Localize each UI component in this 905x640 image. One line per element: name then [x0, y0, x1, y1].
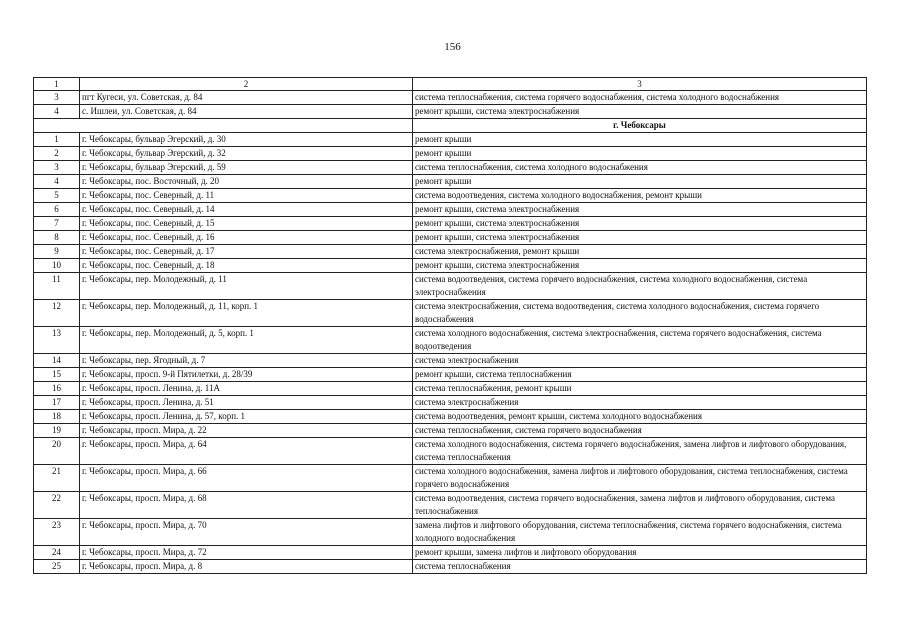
table-row: [34, 546, 867, 560]
row-address: г. Чебоксары, бульвар Эгерский, д. 32: [80, 147, 413, 161]
table-row: [34, 424, 867, 438]
table-row: [34, 396, 867, 410]
row-number: 24: [34, 546, 80, 560]
row-address: г. Чебоксары, пер. Молодежный, д. 11: [80, 273, 413, 300]
row-works: система холодного водоснабжения, система электроснабжения, система горячего водоснабжения, система водоотведения: [413, 327, 867, 354]
row-address: г. Чебоксары, пер. Ягодный, д. 7: [80, 354, 413, 368]
row-address: г. Чебоксары, просп. Ленина, д. 51: [80, 396, 413, 410]
table-row: [34, 492, 867, 519]
row-address: г. Чебоксары, бульвар Эгерский, д. 59: [80, 161, 413, 175]
row-address: г. Чебоксары, просп. Ленина, д. 57, корп. 1: [80, 410, 413, 424]
page-number: 156: [444, 41, 461, 53]
row-number: 25: [34, 560, 80, 574]
column-number-2: 2: [80, 78, 413, 91]
row-works: ремонт крыши, система электроснабжения: [413, 203, 867, 217]
row-works: система электроснабжения: [413, 396, 867, 410]
section-spacer: [34, 119, 413, 133]
row-works: система теплоснабжения, система холодного водоснабжения: [413, 161, 867, 175]
row-works: система теплоснабжения, система горячего водоснабжения, система холодного водоснабжения: [413, 91, 867, 105]
table-row: [34, 382, 867, 396]
table-row: [34, 368, 867, 382]
row-address: г. Чебоксары, пос. Северный, д. 14: [80, 203, 413, 217]
row-address: г. Чебоксары, просп. Мира, д. 72: [80, 546, 413, 560]
column-number-1: 1: [34, 78, 80, 91]
row-address: г. Чебоксары, просп. Мира, д. 70: [80, 519, 413, 546]
row-number: 4: [34, 175, 80, 189]
row-address: г. Чебоксары, просп. Мира, д. 22: [80, 424, 413, 438]
table-row: [34, 175, 867, 189]
row-works: ремонт крыши, система электроснабжения: [413, 105, 867, 119]
row-number: 16: [34, 382, 80, 396]
row-address: г. Чебоксары, просп. Мира, д. 68: [80, 492, 413, 519]
row-address: г. Чебоксары, просп. Мира, д. 66: [80, 465, 413, 492]
row-number: 22: [34, 492, 80, 519]
row-works: система электроснабжения, ремонт крыши: [413, 245, 867, 259]
row-works: система водоотведения, система холодного водоснабжения, ремонт крыши: [413, 189, 867, 203]
row-works: ремонт крыши, система электроснабжения: [413, 231, 867, 245]
section-row: [34, 119, 867, 133]
row-works: ремонт крыши: [413, 147, 867, 161]
table-row: [34, 354, 867, 368]
row-works: ремонт крыши, замена лифтов и лифтового оборудования: [413, 546, 867, 560]
row-works: ремонт крыши, система электроснабжения: [413, 259, 867, 273]
row-number: 2: [34, 147, 80, 161]
row-address: г. Чебоксары, пос. Северный, д. 17: [80, 245, 413, 259]
row-number: 1: [34, 133, 80, 147]
table-row: [34, 231, 867, 245]
works-table: [33, 77, 867, 574]
row-works: система водоотведения, система горячего водоснабжения, система холодного водоснабжения, система электроснабжения: [413, 273, 867, 300]
row-works: система водоотведения, система горячего водоснабжения, замена лифтов и лифтового оборудования, система теплоснабжения: [413, 492, 867, 519]
row-number: 12: [34, 300, 80, 327]
row-number: 10: [34, 259, 80, 273]
row-address: г. Чебоксары, просп. 9-й Пятилетки, д. 28/39: [80, 368, 413, 382]
row-number: 17: [34, 396, 80, 410]
row-number: 8: [34, 231, 80, 245]
row-address: г. Чебоксары, просп. Мира, д. 8: [80, 560, 413, 574]
row-works: система теплоснабжения, система горячего водоснабжения: [413, 424, 867, 438]
table-row: [34, 327, 867, 354]
table-row: [34, 300, 867, 327]
row-number: 4: [34, 105, 80, 119]
row-works: система теплоснабжения: [413, 560, 867, 574]
table-row: [34, 438, 867, 465]
row-address: г. Чебоксары, бульвар Эгерский, д. 30: [80, 133, 413, 147]
row-number: 3: [34, 91, 80, 105]
row-works: замена лифтов и лифтового оборудования, система теплоснабжения, система горячего водоснабжения, система холодного водоснабжения: [413, 519, 867, 546]
row-number: 18: [34, 410, 80, 424]
table-row: [34, 161, 867, 175]
row-address: г. Чебоксары, просп. Ленина, д. 11А: [80, 382, 413, 396]
table-row: [34, 465, 867, 492]
row-works: ремонт крыши: [413, 175, 867, 189]
table-header-row: [34, 78, 867, 91]
row-number: 23: [34, 519, 80, 546]
row-number: 20: [34, 438, 80, 465]
row-address: пгт Кугеси, ул. Советская, д. 84: [80, 91, 413, 105]
table-row: [34, 105, 867, 119]
row-address: г. Чебоксары, пос. Северный, д. 16: [80, 231, 413, 245]
column-number-3: 3: [413, 78, 867, 91]
row-number: 19: [34, 424, 80, 438]
row-number: 6: [34, 203, 80, 217]
row-works: система электроснабжения, система водоотведения, система холодного водоснабжения, система горячего водоснабжения: [413, 300, 867, 327]
row-works: система электроснабжения: [413, 354, 867, 368]
table-row: [34, 91, 867, 105]
row-works: ремонт крыши, система электроснабжения: [413, 217, 867, 231]
row-address: г. Чебоксары, пос. Восточный, д. 20: [80, 175, 413, 189]
table-row: [34, 560, 867, 574]
row-works: ремонт крыши: [413, 133, 867, 147]
row-number: 5: [34, 189, 80, 203]
row-address: с. Ишлеи, ул. Советская, д. 84: [80, 105, 413, 119]
row-address: г. Чебоксары, пер. Молодежный, д. 11, корп. 1: [80, 300, 413, 327]
table-row: [34, 519, 867, 546]
row-address: г. Чебоксары, пос. Северный, д. 15: [80, 217, 413, 231]
row-address: г. Чебоксары, пос. Северный, д. 18: [80, 259, 413, 273]
row-works: система теплоснабжения, ремонт крыши: [413, 382, 867, 396]
row-number: 13: [34, 327, 80, 354]
row-number: 21: [34, 465, 80, 492]
row-address: г. Чебоксары, просп. Мира, д. 64: [80, 438, 413, 465]
row-number: 7: [34, 217, 80, 231]
table-row: [34, 203, 867, 217]
section-title: г. Чебоксары: [413, 119, 867, 133]
table-row: [34, 133, 867, 147]
row-number: 3: [34, 161, 80, 175]
row-works: система холодного водоснабжения, замена лифтов и лифтового оборудования, система теплоснабжения, система горячего водоснабжения: [413, 465, 867, 492]
table-row: [34, 217, 867, 231]
table-row: [34, 245, 867, 259]
works-table-body: [34, 78, 867, 574]
row-works: система водоотведения, ремонт крыши, система холодного водоснабжения: [413, 410, 867, 424]
row-works: система холодного водоснабжения, система горячего водоснабжения, замена лифтов и лифтового оборудования, система теплоснабжения: [413, 438, 867, 465]
row-number: 9: [34, 245, 80, 259]
table-row: [34, 259, 867, 273]
row-number: 15: [34, 368, 80, 382]
table-row: [34, 273, 867, 300]
table-row: [34, 189, 867, 203]
row-number: 14: [34, 354, 80, 368]
row-address: г. Чебоксары, пос. Северный, д. 11: [80, 189, 413, 203]
table-row: [34, 147, 867, 161]
row-address: г. Чебоксары, пер. Молодежный, д. 5, корп. 1: [80, 327, 413, 354]
row-number: 11: [34, 273, 80, 300]
row-works: ремонт крыши, система теплоснабжения: [413, 368, 867, 382]
table-row: [34, 410, 867, 424]
